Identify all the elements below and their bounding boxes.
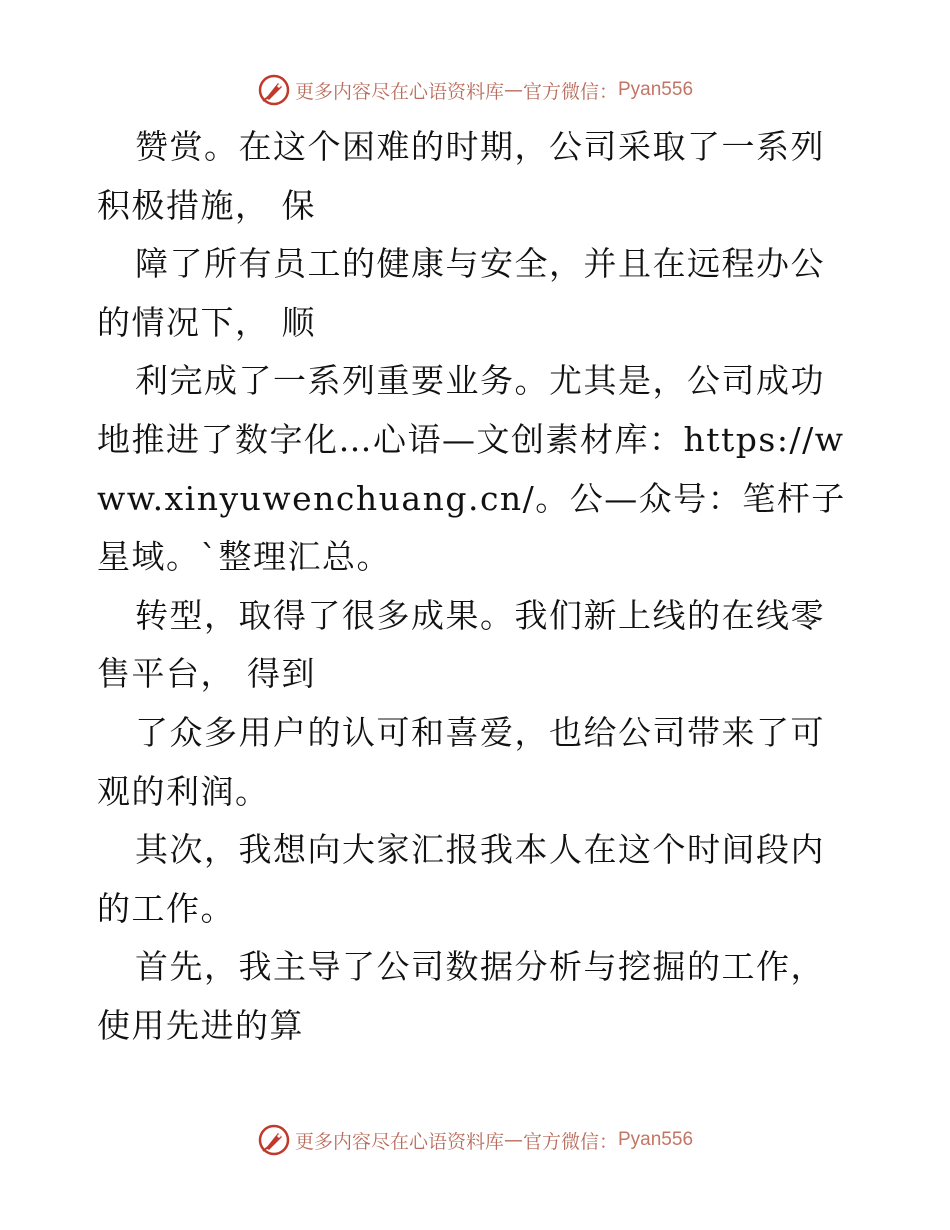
banner-brand-text: 更多内容尽在心语资料库 xyxy=(294,80,504,103)
paragraph: 赞赏。在这个困难的时期，公司采取了一系列积极措施， 保 xyxy=(97,127,825,225)
banner-brand-text: 更多内容尽在心语资料库 xyxy=(294,1130,504,1153)
paragraph: 障了所有员工的健康与安全，并且在远程办公的情况下， 顺 xyxy=(97,244,825,342)
paragraph: 转型，取得了很多成果。我们新上线的在线零售平台， 得到 xyxy=(97,595,825,694)
banner-wechat-label: 官方微信： xyxy=(522,80,618,103)
footer-banner xyxy=(0,1120,950,1160)
paragraph: 利完成了一系列重要业务。尤其是，公司成功地推进了数字化…心语—文创素材库：https://www.xinyuwenchuang.cn/。公—众号：笔杆子星域。`整理汇总。 xyxy=(97,361,846,577)
banner-separator: — xyxy=(503,1129,523,1151)
banner-separator: — xyxy=(503,79,523,101)
pen-nib-logo-icon xyxy=(257,1123,291,1157)
banner-wechat-id: Pyan556 xyxy=(618,1129,694,1150)
document-body xyxy=(97,118,857,1056)
paragraph: 其次，我想向大家汇报我本人在这个时间段内的工作。 xyxy=(97,830,825,928)
banner-wechat-label: 官方微信： xyxy=(522,1130,618,1153)
banner-wechat-id: Pyan556 xyxy=(618,79,694,100)
paragraph: 了众多用户的认可和喜爱，也给公司带来了可观的利润。 xyxy=(97,712,825,811)
pen-nib-logo-icon xyxy=(257,73,291,107)
paragraph: 首先，我主导了公司数据分析与挖掘的工作，使用先进的算 xyxy=(97,947,825,1045)
header-banner xyxy=(0,70,950,110)
